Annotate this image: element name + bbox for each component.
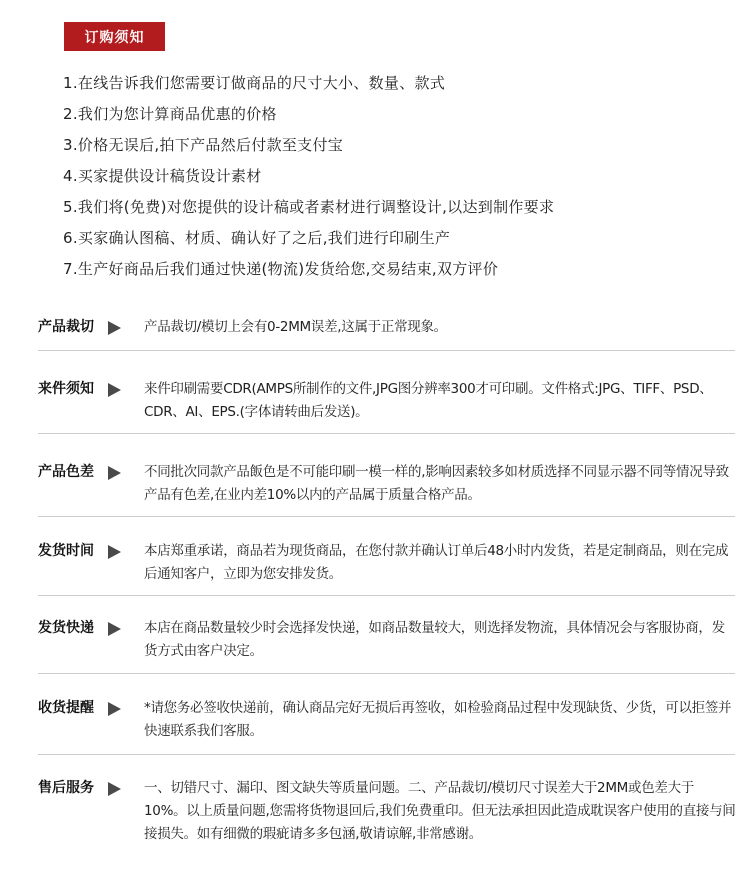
section-text: 本店在商品数量较少时会选择发快递，如商品数量较大，则选择发物流，具体情况会与客服协商，发货方式由客户决定。 [144, 620, 725, 659]
order-step: 7.生产好商品后我们通过快递(物流)发货给您,交易结束,双方评价 [63, 260, 499, 278]
divider [38, 673, 735, 674]
divider [38, 595, 735, 596]
section-text: 产品裁切/模切上会有0-2MM误差,这属于正常现象。 [144, 319, 447, 335]
divider [38, 433, 735, 434]
order-step: 2.我们为您计算商品优惠的价格 [63, 105, 277, 123]
section-label: 产品裁切 [38, 319, 94, 335]
triangle-right-icon [108, 622, 121, 636]
section-text: 不同批次同款产品飯色是不可能印刷一模一样的,影响因素较多如材质选择不同显示器不同等情况导致产品有色差,在业内差10%以内的产品属于质量合格产品。 [144, 464, 729, 503]
section-label: 售后服务 [38, 780, 94, 796]
divider [38, 516, 735, 517]
divider [38, 350, 735, 351]
order-step: 3.价格无误后,拍下产品然后付款至支付宝 [63, 136, 344, 154]
order-notice-badge: 订购须知 [64, 22, 165, 51]
triangle-right-icon [108, 466, 121, 480]
order-steps-list [63, 70, 554, 287]
section-text: 一、切错尺寸、漏印、图文缺失等质量问题。二、产品裁切/模切尺寸误差大于2MM或色差大于10%。以上质量问题,您需将货物退回后,我们免费重印。但无法承担因此造成耽误客户使用的直接与间接损失。如有细微的瑕疵请多多包涵,敬请谅解,非常感谢。 [144, 780, 736, 842]
triangle-right-icon [108, 383, 121, 397]
order-step: 5.我们将(免费)对您提供的设计稿或者素材进行调整设计,以达到制作要求 [63, 198, 555, 216]
order-step: 4.买家提供设计稿货设计素材 [63, 167, 262, 185]
divider [38, 754, 735, 755]
triangle-right-icon [108, 782, 121, 796]
section-text: *请您务必签收快递前，确认商品完好无损后再签收，如检验商品过程中发现缺货、少货，可以拒签并快速联系我们客服。 [144, 700, 732, 739]
section-label: 来件须知 [38, 381, 94, 397]
triangle-right-icon [108, 545, 121, 559]
order-step: 1.在线告诉我们您需要订做商品的尺寸大小、数量、款式 [63, 74, 446, 92]
section-label: 收货提醒 [38, 700, 94, 716]
section-text: 来件印刷需要CDR(AMPS所制作的文件,JPG图分辨率300才可印刷。文件格式:JPG、TIFF、PSD、CDR、AI、EPS.(字体请转曲后发送)。 [144, 381, 713, 420]
section-label: 发货时间 [38, 543, 94, 559]
section-text: 本店郑重承诺，商品若为现货商品，在您付款并确认订单后48小时内发货，若是定制商品，则在完成后通知客户，立即为您安排发货。 [144, 543, 729, 582]
triangle-right-icon [108, 321, 121, 335]
section-label: 发货快递 [38, 620, 94, 636]
triangle-right-icon [108, 702, 121, 716]
order-step: 6.买家确认图稿、材质、确认好了之后,我们进行印刷生产 [63, 229, 451, 247]
section-label: 产品色差 [38, 464, 94, 480]
